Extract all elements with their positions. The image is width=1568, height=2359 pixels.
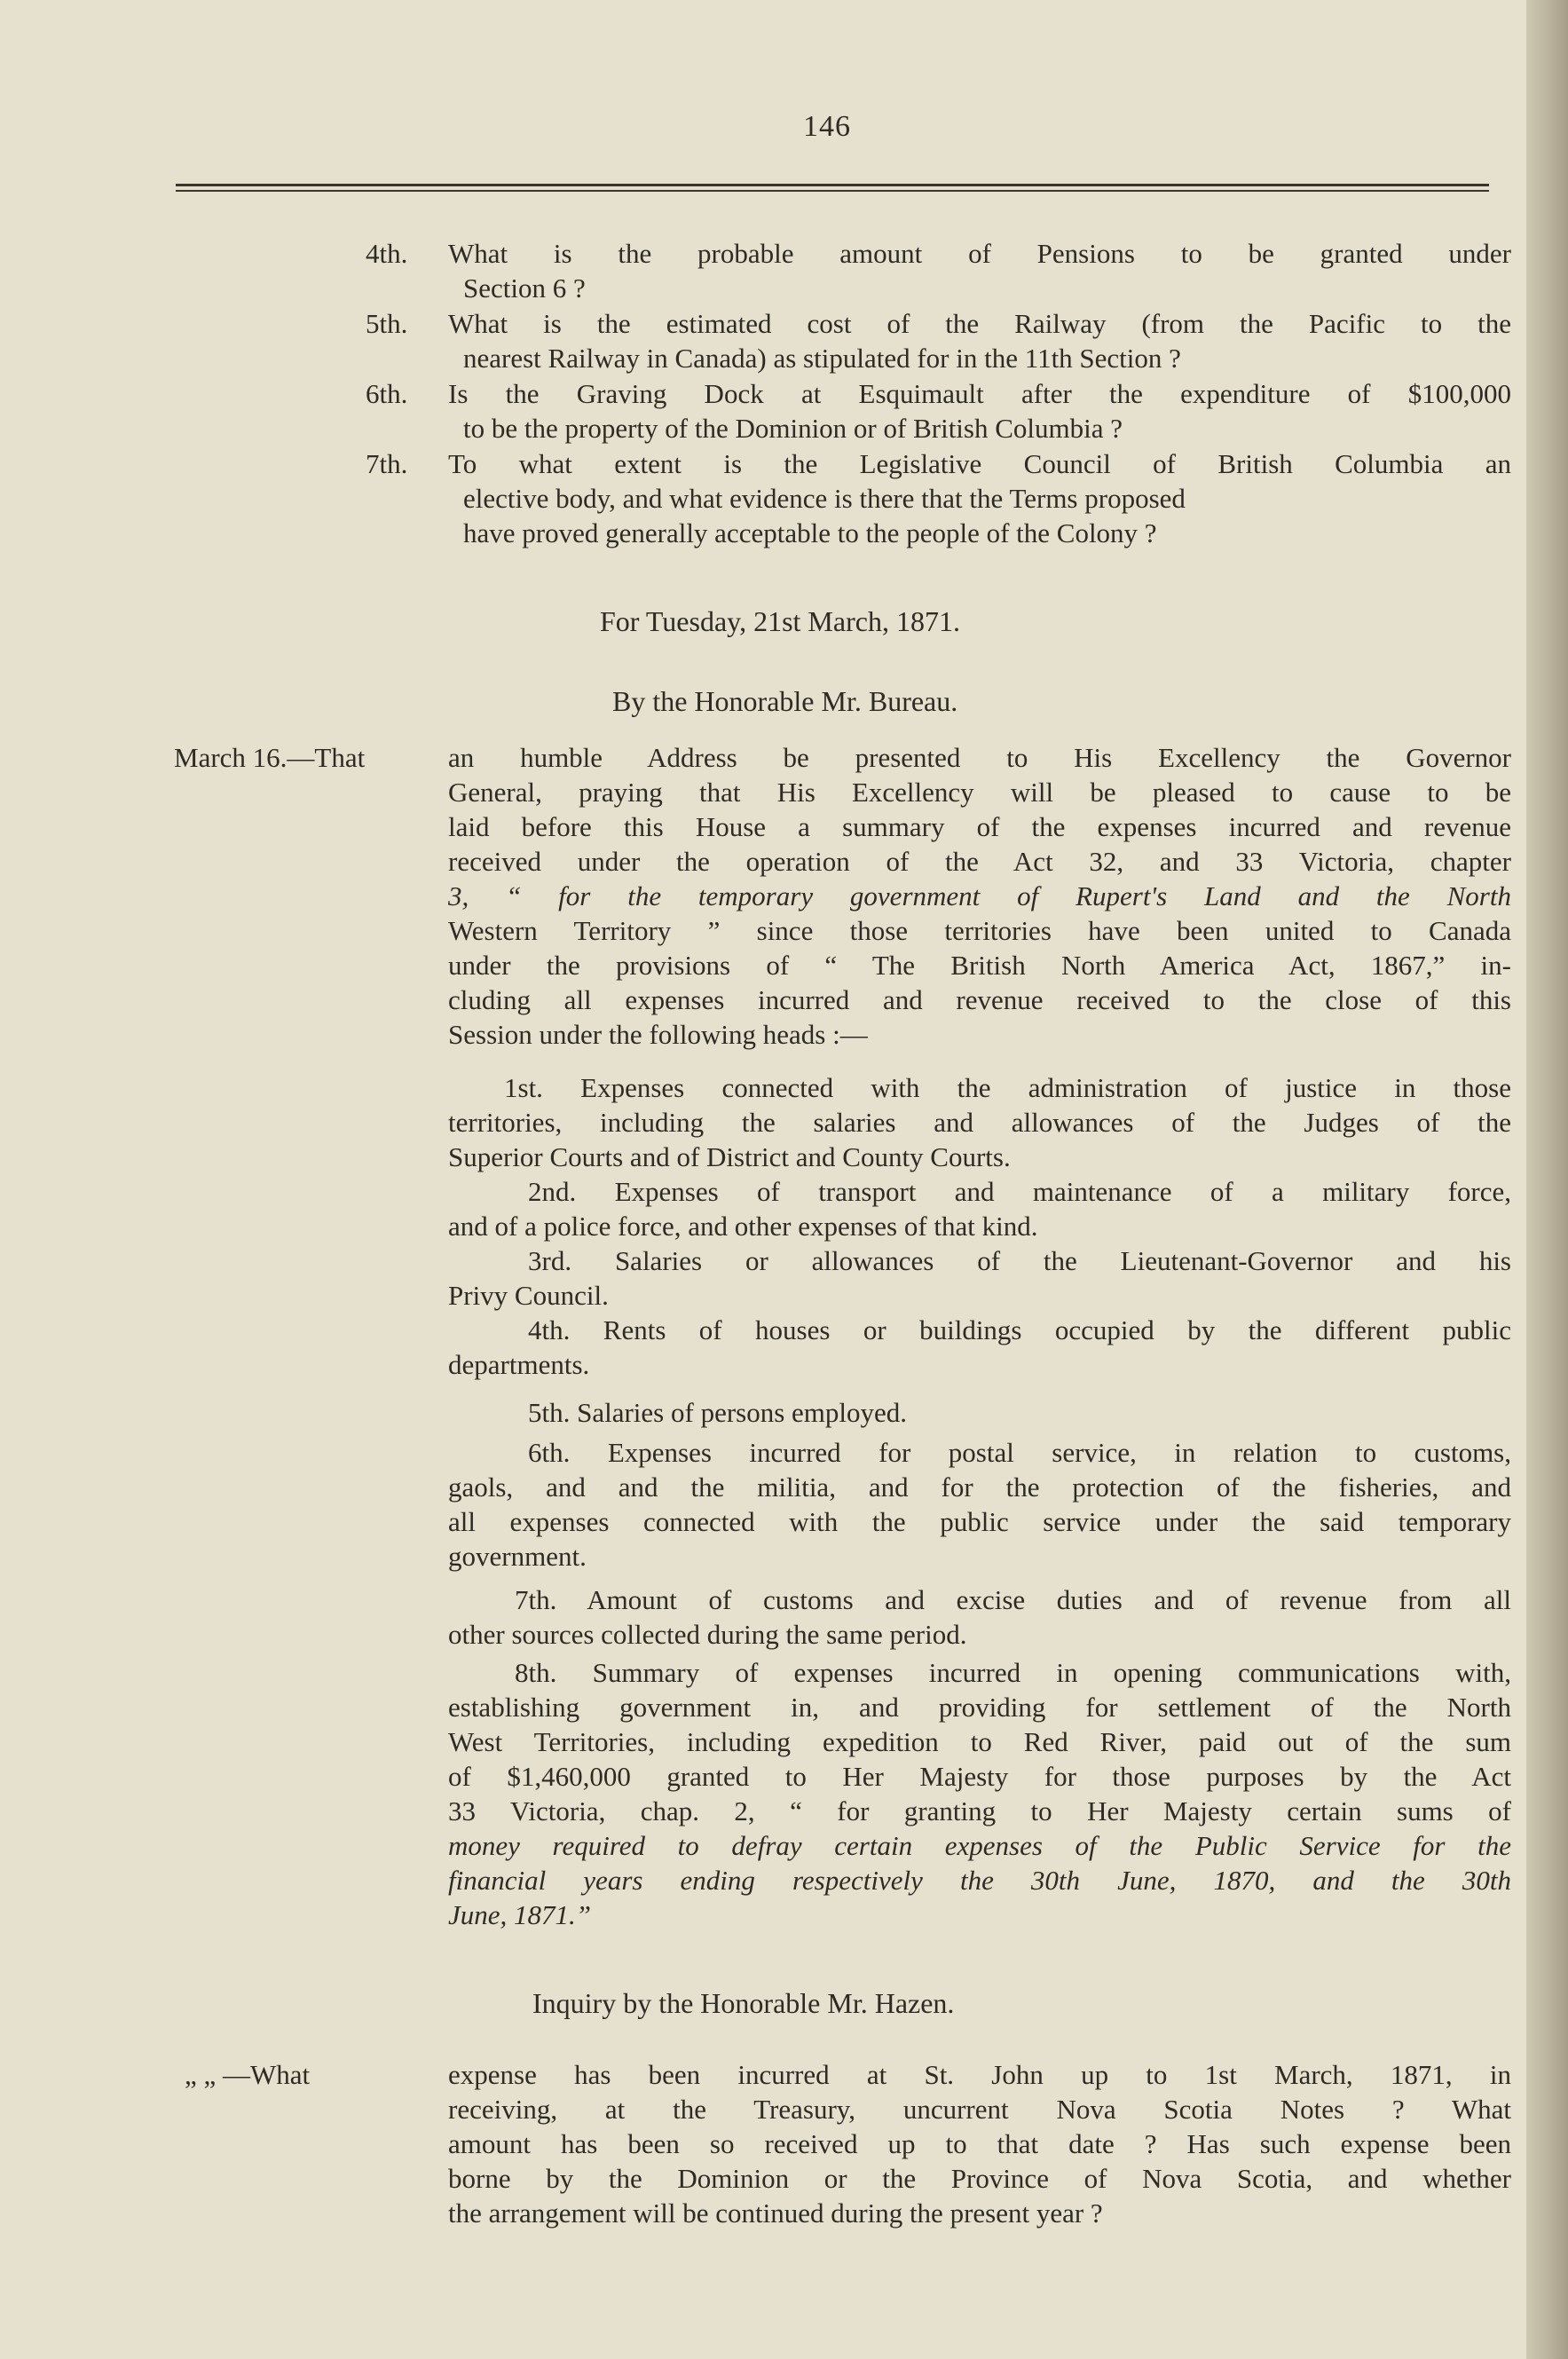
question-line: To what extent is the Legislative Council of British Columbia an	[448, 448, 1511, 479]
question-line: What is the estimated cost of the Railway (from the Pacific to the	[448, 308, 1511, 339]
motion-line: of $1,460,000 granted to Her Majesty for those purposes by the Act	[448, 1761, 1511, 1792]
motion-line: West Territories, including expedition to Red River, paid out of the sum	[448, 1726, 1511, 1757]
question-line: Section 6 ?	[463, 272, 586, 304]
motion-line: territories, including the salaries and allowances of the Judges of the	[448, 1107, 1511, 1138]
motion-line: money required to defray certain expenses of the Public Service for the	[448, 1830, 1511, 1861]
motion-line: Superior Courts and of District and County Courts.	[448, 1141, 1011, 1172]
question-line: to be the property of the Dominion or of British Columbia ?	[463, 413, 1123, 444]
motion-line: 33 Victoria, chap. 2, “ for granting to Her Majesty certain sums of	[448, 1795, 1511, 1826]
motion-head-line: 6th. Expenses incurred for postal service, in relation to customs,	[528, 1437, 1511, 1468]
question-line: have proved generally acceptable to the people of the Colony ?	[463, 517, 1157, 548]
header-rule-thick	[176, 184, 1489, 186]
motion-line: financial years ending respectively the 30th June, 1870, and the 30th	[448, 1865, 1511, 1896]
inquiry-line: receiving, at the Treasury, uncurrent Nova Scotia Notes ? What	[448, 2094, 1511, 2125]
motion-line: an humble Address be presented to His Excellency the Governor	[448, 742, 1511, 773]
inquiry-line: the arrangement will be continued during the present year ?	[448, 2197, 1103, 2229]
inquiry-line: expense has been incurred at St. John up to 1st March, 1871, in	[448, 2059, 1511, 2090]
motion-head-line: 1st. Expenses connected with the administration of justice in those	[504, 1072, 1511, 1103]
motion-head-line: 7th. Amount of customs and excise duties and of revenue from all	[515, 1584, 1511, 1615]
motion-line: under the provisions of “ The British North America Act, 1867,” in-	[448, 950, 1511, 981]
motion-head-line: 5th. Salaries of persons employed.	[528, 1397, 908, 1428]
motion-line: laid before this House a summary of the expenses incurred and revenue	[448, 811, 1511, 842]
question-line: elective body, and what evidence is there that the Terms proposed	[463, 483, 1186, 514]
motion-mover-heading: By the Honorable Mr. Bureau.	[612, 685, 958, 717]
motion-line: Session under the following heads :—	[448, 1019, 868, 1050]
question-number: 7th.	[366, 448, 408, 479]
motion-date-label: March 16.—That	[174, 742, 366, 773]
motion-line: all expenses connected with the public service under the said temporary	[448, 1506, 1511, 1537]
motion-line: General, praying that His Excellency will be pleased to cause to be	[448, 777, 1511, 808]
question-line: Is the Graving Dock at Esquimault after the expenditure of $100,000	[448, 378, 1511, 409]
motion-head-line: 8th. Summary of expenses incurred in opening communications with,	[515, 1657, 1511, 1688]
motion-line: Privy Council.	[448, 1280, 609, 1311]
question-number: 5th.	[366, 308, 408, 339]
motion-line: departments.	[448, 1349, 590, 1380]
question-number: 4th.	[366, 238, 408, 269]
motion-line: Western Territory ” since those territories have been united to Canada	[448, 915, 1511, 946]
motion-line: government.	[448, 1541, 587, 1572]
inquiry-line: amount has been so received up to that date ? Has such expense been	[448, 2128, 1511, 2159]
inquiry-heading: Inquiry by the Honorable Mr. Hazen.	[532, 1987, 955, 2019]
header-rule-thin	[176, 190, 1489, 192]
inquiry-line: borne by the Dominion or the Province of Nova Scotia, and whether	[448, 2163, 1511, 2194]
question-line: nearest Railway in Canada) as stipulated for in the 11th Section ?	[463, 343, 1181, 374]
question-number: 6th.	[366, 378, 408, 409]
motion-line: gaols, and and the militia, and for the protection of the fisheries, and	[448, 1471, 1511, 1503]
motion-line: and of a police force, and other expenses of that kind.	[448, 1211, 1038, 1242]
section-date-heading: For Tuesday, 21st March, 1871.	[600, 605, 960, 637]
motion-line: other sources collected during the same period.	[448, 1619, 967, 1650]
motion-head-line: 3rd. Salaries or allowances of the Lieutenant-Governor and his	[528, 1245, 1511, 1276]
motion-line: establishing government in, and providing for settlement of the North	[448, 1692, 1511, 1723]
motion-head-line: 2nd. Expenses of transport and maintenance of a military force,	[528, 1176, 1511, 1207]
question-line: What is the probable amount of Pensions to be granted under	[448, 238, 1511, 269]
inquiry-date-label: „ „ —What	[185, 2059, 311, 2090]
motion-line: received under the operation of the Act 32, and 33 Victoria, chapter	[448, 846, 1511, 877]
motion-line: 3, “ for the temporary government of Rupert's Land and the North	[448, 880, 1511, 911]
motion-head-line: 4th. Rents of houses or buildings occupied by the different public	[528, 1314, 1511, 1345]
motion-line: June, 1871.”	[448, 1899, 592, 1930]
motion-line: cluding all expenses incurred and revenue received to the close of this	[448, 984, 1511, 1015]
page-number: 146	[803, 110, 851, 143]
binding-gutter-shadow	[1526, 0, 1568, 2359]
